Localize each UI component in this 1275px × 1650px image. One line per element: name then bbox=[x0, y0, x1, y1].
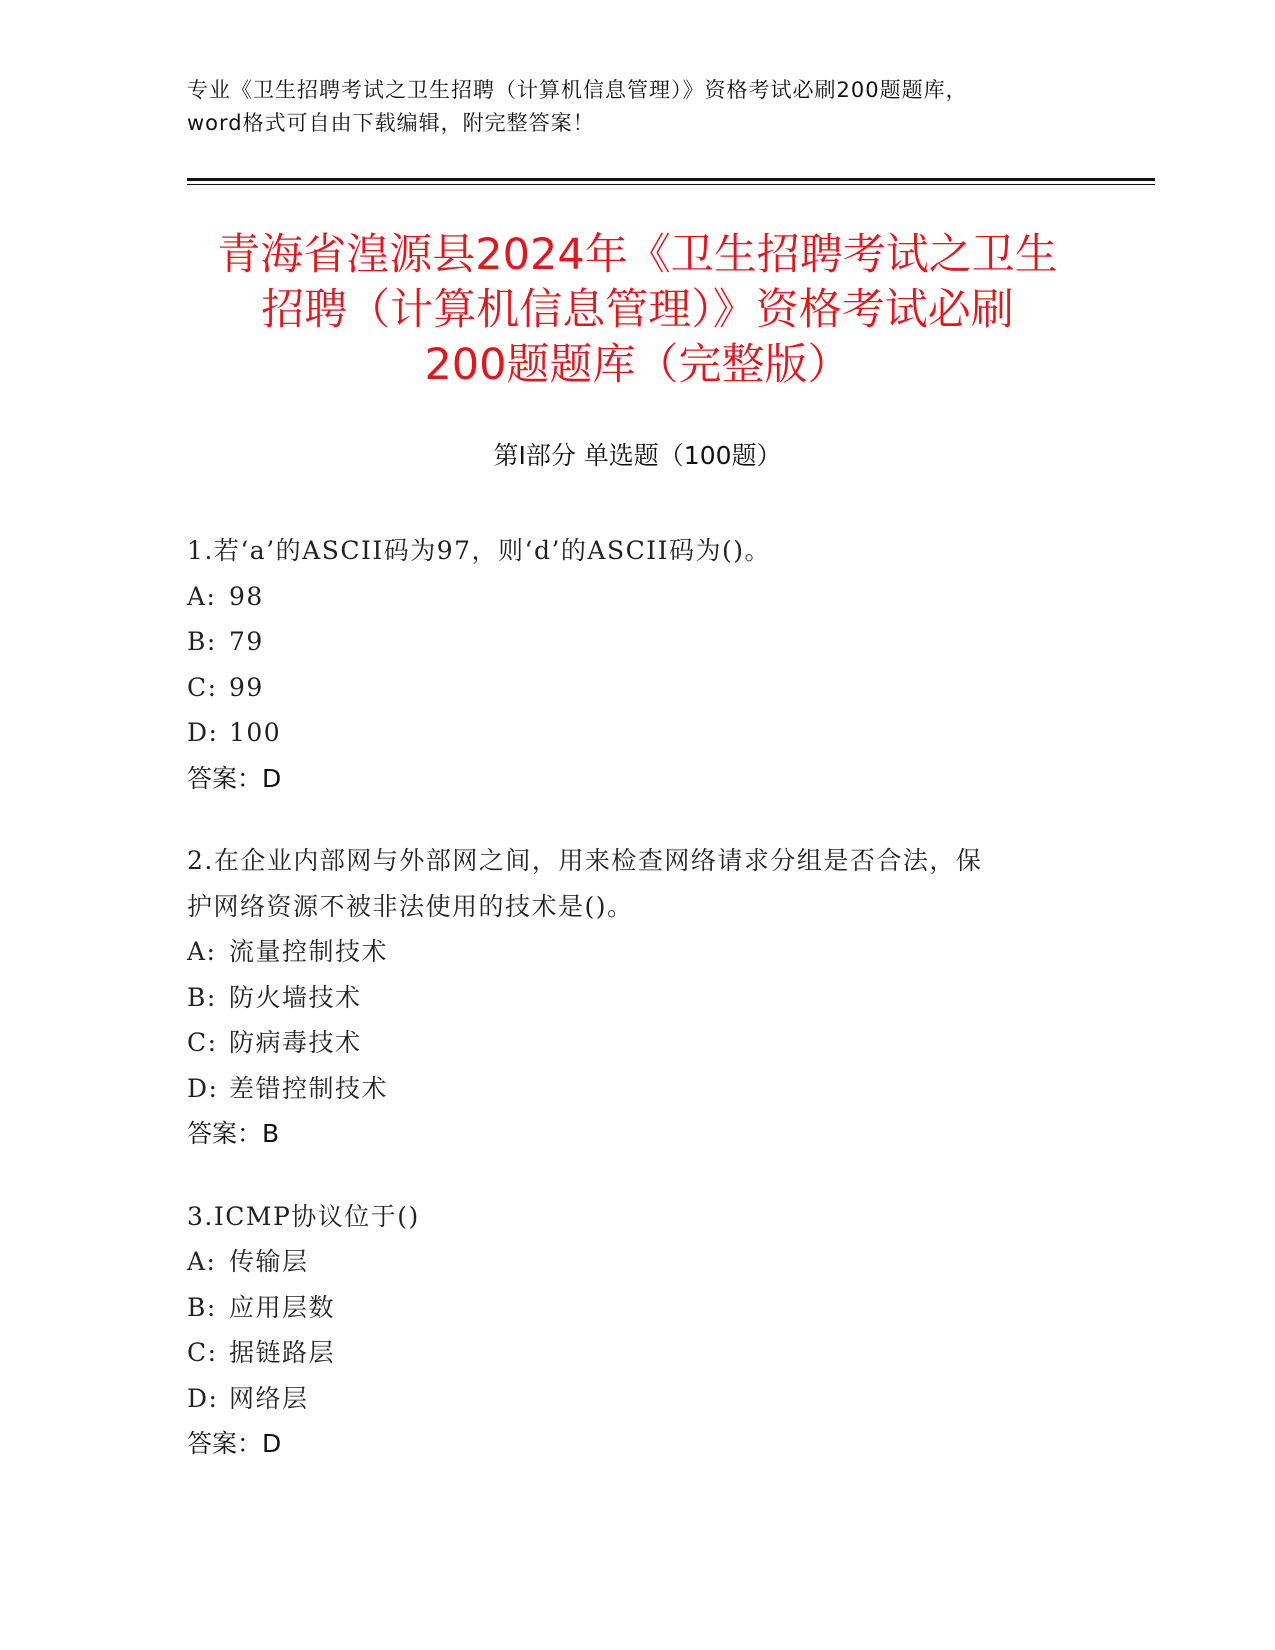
option-a bbox=[187, 929, 1087, 975]
option-text: 防病毒技术 bbox=[229, 1028, 362, 1057]
option-key: A: bbox=[187, 1247, 217, 1276]
option-b bbox=[187, 619, 1087, 665]
title-line-2: 招聘（计算机信息管理）》资格考试必刷 bbox=[261, 285, 1014, 335]
option-text: 100 bbox=[229, 718, 282, 747]
document-title bbox=[150, 228, 1125, 393]
option-key: B: bbox=[187, 982, 217, 1012]
question-2 bbox=[187, 838, 1087, 1157]
option-b bbox=[187, 1285, 1087, 1331]
option-d bbox=[187, 1376, 1087, 1422]
question-stem-line-1: 2.在企业内部网与外部网之间，用来检查网络请求分组是否合法，保 bbox=[187, 846, 983, 875]
option-a bbox=[187, 1239, 1087, 1285]
question-stem-line-2: 护网络资源不被非法使用的技术是()。 bbox=[187, 891, 634, 921]
question-list bbox=[187, 528, 1087, 1504]
option-d bbox=[187, 710, 1087, 756]
option-text: 差错控制技术 bbox=[229, 1073, 389, 1103]
header-divider-thin bbox=[187, 184, 1155, 185]
option-c bbox=[187, 1330, 1087, 1376]
option-key: D: bbox=[187, 1383, 219, 1413]
section-heading: 第Ⅰ部分 单选题（100题） bbox=[493, 441, 782, 470]
header-note bbox=[187, 74, 1087, 140]
option-text: 传输层 bbox=[229, 1247, 309, 1276]
option-c bbox=[187, 1020, 1087, 1066]
option-text: 防火墙技术 bbox=[229, 982, 362, 1012]
option-text: 98 bbox=[229, 581, 264, 611]
option-text: 据链路层 bbox=[229, 1338, 336, 1367]
option-key: C: bbox=[187, 1028, 218, 1057]
option-b bbox=[187, 975, 1087, 1021]
question-stem: 3.ICMP协议位于() bbox=[187, 1201, 420, 1231]
answer-line: 答案：B bbox=[187, 1119, 280, 1148]
question-3 bbox=[187, 1194, 1087, 1467]
option-d bbox=[187, 1066, 1087, 1112]
option-key: C: bbox=[187, 672, 218, 702]
question-1 bbox=[187, 528, 1087, 801]
header-note-line-1: 专业《卫生招聘考试之卫生招聘（计算机信息管理）》资格考试必刷200题题库， bbox=[187, 78, 968, 102]
answer-line: 答案：D bbox=[187, 1429, 282, 1458]
option-text: 应用层数 bbox=[229, 1292, 336, 1322]
option-key: B: bbox=[187, 1292, 217, 1322]
option-text: 79 bbox=[229, 627, 264, 656]
option-text: 流量控制技术 bbox=[229, 937, 389, 966]
title-line-3: 200题题库（完整版） bbox=[424, 340, 851, 390]
option-a bbox=[187, 574, 1087, 620]
option-key: B: bbox=[187, 627, 217, 656]
header-note-line-2: word格式可自由下载编辑，附完整答案！ bbox=[187, 111, 595, 135]
option-key: A: bbox=[187, 937, 217, 966]
option-key: D: bbox=[187, 1073, 219, 1103]
option-key: C: bbox=[187, 1338, 218, 1367]
option-key: A: bbox=[187, 581, 217, 611]
question-stem: 1.若‘a’的ASCII码为97，则‘d’的ASCII码为()。 bbox=[187, 536, 771, 565]
header-divider-thick bbox=[187, 178, 1155, 181]
option-text: 99 bbox=[229, 672, 264, 702]
answer-line: 答案：D bbox=[187, 763, 282, 793]
option-c bbox=[187, 665, 1087, 711]
option-key: D: bbox=[187, 718, 219, 747]
title-line-1: 青海省湟源县2024年《卫生招聘考试之卫生 bbox=[217, 230, 1058, 280]
option-text: 网络层 bbox=[229, 1383, 309, 1413]
